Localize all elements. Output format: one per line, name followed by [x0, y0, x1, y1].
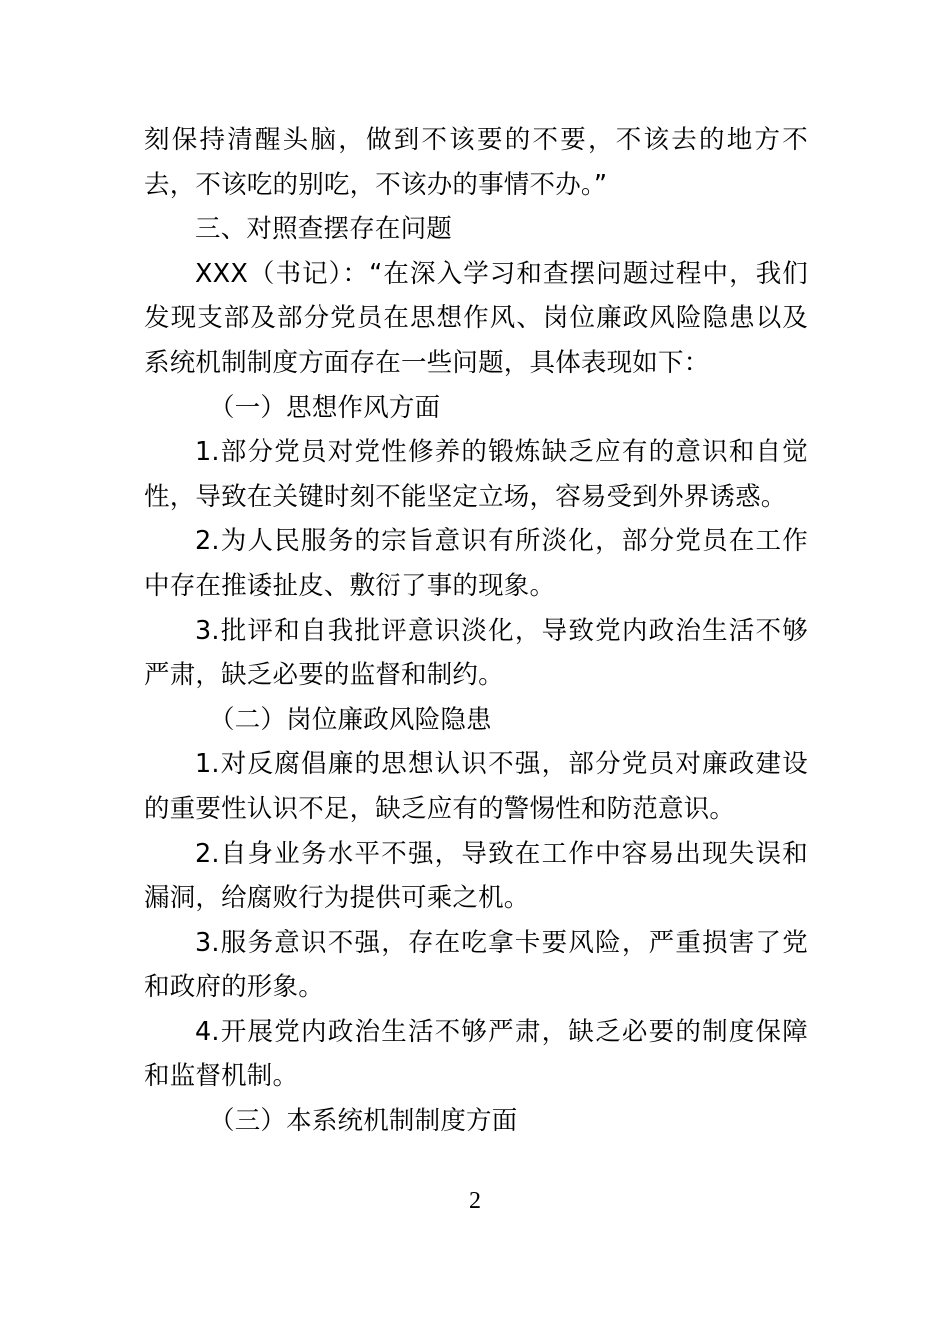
- list-item-1-3: 3.批评和自我批评意识淡化，导致党内政治生活不够严肃，缺乏必要的监督和制约。: [144, 615, 808, 691]
- subsection-heading-3: （三）本系统机制制度方面: [209, 1106, 518, 1137]
- list-item-2-3: 3.服务意识不强，存在吃拿卡要风险，严重损害了党和政府的形象。: [144, 927, 808, 1003]
- list-item-1-1: 1.部分党员对党性修养的锻炼缺乏应有的意识和自觉性，导致在关键时刻不能坚定立场，容易受到外界诱惑。: [144, 437, 808, 512]
- subsection-heading-2: （二）岗位廉政风险隐患: [209, 704, 492, 735]
- subsection-heading-1: （一）思想作风方面: [209, 392, 441, 423]
- list-item-1-2: 2.为人民服务的宗旨意识有所淡化，部分党员在工作中存在推诿扯皮、敷衍了事的现象。: [144, 526, 808, 601]
- list-item-2-4: 4.开展党内政治生活不够严肃，缺乏必要的制度保障和监督机制。: [144, 1016, 808, 1092]
- list-item-2-2: 2.自身业务水平不强，导致在工作中容易出现失误和漏洞，给腐败行为提供可乘之机。: [144, 838, 808, 914]
- paragraph-secretary-statement: XXX（书记）：“在深入学习和查摆问题过程中，我们发现支部及部分党员在思想作风、岗位廉政风险隐患以及系统机制制度方面存在一些问题，具体表现如下：: [144, 258, 808, 378]
- list-item-2-1: 1.对反腐倡廉的思想认识不强，部分党员对廉政建设的重要性认识不足，缺乏应有的警惕性和防范意识。: [144, 749, 808, 824]
- section-heading-3: 三、对照查摆存在问题: [195, 214, 453, 245]
- document-body: [144, 118, 808, 1144]
- paragraph-continuation: 刻保持清醒头脑，做到不该要的不要，不该去的地方不去，不该吃的别吃，不该办的事情不办。”: [144, 125, 808, 200]
- page-number: 2: [469, 1188, 481, 1214]
